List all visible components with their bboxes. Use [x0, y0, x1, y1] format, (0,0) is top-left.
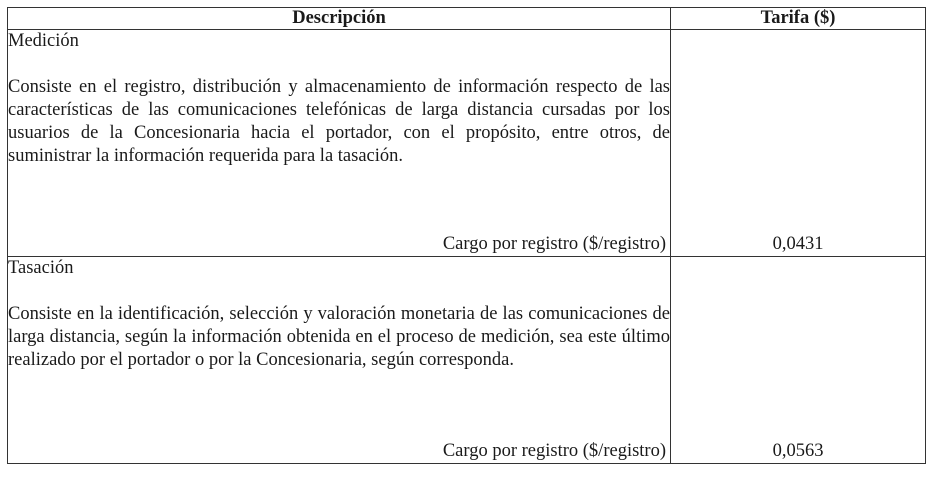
charge-label: Cargo por registro ($/registro) — [442, 441, 666, 461]
service-name: Tasación — [8, 258, 74, 278]
table-row — [8, 30, 926, 257]
service-name: Medición — [8, 31, 79, 51]
rate-value: 0,0563 — [772, 441, 824, 461]
rate-value: 0,0431 — [772, 234, 824, 254]
description-cell — [8, 30, 671, 257]
header-rate: Tarifa ($) — [671, 8, 926, 30]
tariff-table — [7, 7, 926, 464]
header-description: Descripción — [8, 8, 671, 30]
rate-cell — [671, 257, 926, 464]
service-description: Consiste en el registro, distribución y almacenamiento de información respecto de las características de las comunicaciones telefónicas de larga distancia cursadas por los usuarios de la Concesionaria hacia el portador, con el propósito, entre otros, de suministrar la información requerida para la tasación. — [8, 77, 670, 166]
rate-cell — [671, 30, 926, 257]
table-row — [8, 257, 926, 464]
description-cell — [8, 257, 671, 464]
table-header-row — [8, 8, 926, 30]
service-description: Consiste en la identificación, selección y valoración monetaria de las comunicaciones de larga distancia, según la información obtenida en el proceso de medición, sea este último realizado por el portador o por la Concesionaria, según corresponda. — [8, 304, 670, 370]
charge-label: Cargo por registro ($/registro) — [442, 234, 666, 254]
